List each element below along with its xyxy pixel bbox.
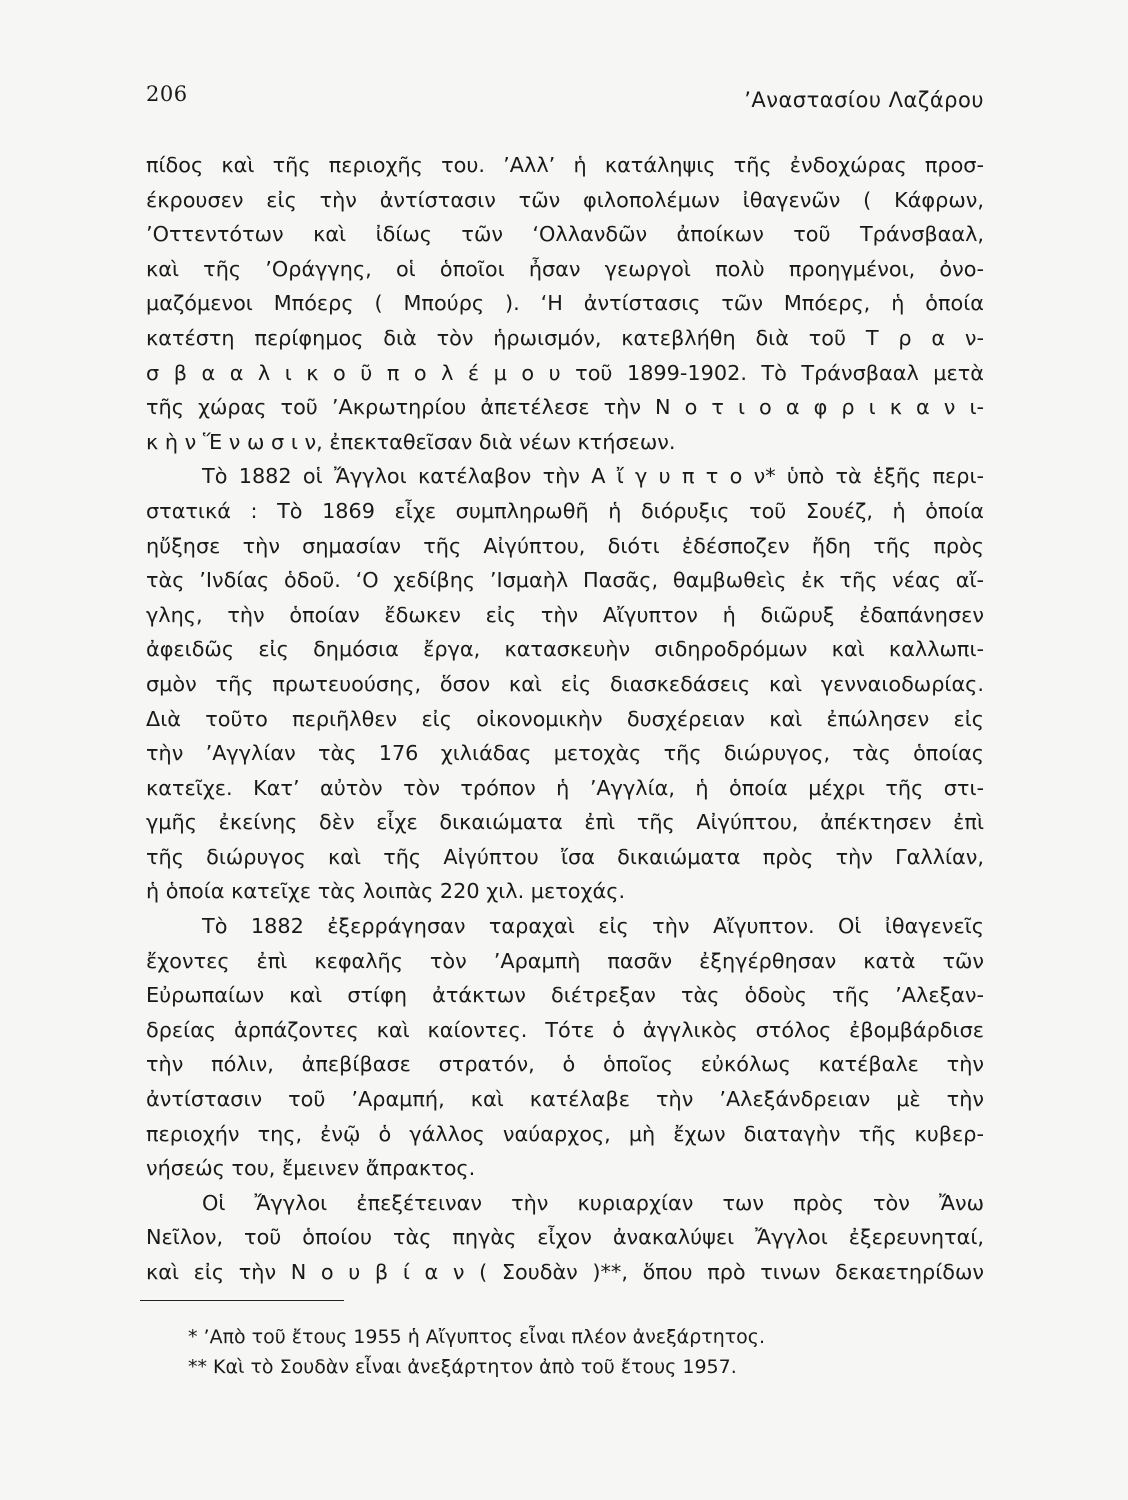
footnote: ** Καὶ τὸ Σουδὰν εἶναι ἀνεξάρτητον ἀπὸ τοῦ ἔτους 1957. <box>188 1356 737 1378</box>
body-text <box>146 148 984 1290</box>
text-line: τῆς χώρας τοῦ ’Ακρωτηρίου ἀπετέλεσε τὴν Ν ο τ ι ο α φ ρ ι κ α ν ι- <box>146 395 984 420</box>
text-line: στατικά : Τὸ 1869 εἶχε συμπληρωθῆ ἡ διόρυξις τοῦ Σουέζ, ἡ ὁποία <box>146 498 984 523</box>
text-line: κατεῖχε. Κατ’ αὐτὸν τὸν τρόπον ἡ ’Αγγλία, ἡ ὁποία μέχρι τῆς στι- <box>146 775 984 800</box>
text-line: κατέστη περίφημος διὰ τὸν ἡρωισμόν, κατεβλήθη διὰ τοῦ Τ ρ α ν- <box>146 325 984 350</box>
text-line: τὴν πόλιν, ἀπεβίβασε στρατόν, ὁ ὁποῖος εὐκόλως κατέβαλε τὴν <box>146 1052 984 1077</box>
text-line: ’Οττεντότων καὶ ἰδίως τῶν ‘Ολλανδῶν ἀποίκων τοῦ Τράνσβααλ, <box>146 222 984 247</box>
text-line: δρείας ἁρπάζοντες καὶ καίοντες. Τότε ὁ ἀγγλικὸς στόλος ἐβομβάρδισε <box>146 1017 984 1042</box>
text-line: Οἱ Ἄγγλοι ἐπεξέτειναν τὴν κυριαρχίαν των πρὸς τὸν Ἄνω <box>202 1190 984 1215</box>
footnote-divider <box>140 1300 344 1301</box>
text-line: Νεῖλον, τοῦ ὁποίου τὰς πηγὰς εἶχον ἀνακαλύψει Ἄγγλοι ἐξερευνηταί, <box>146 1225 984 1250</box>
footnotes <box>188 1322 948 1382</box>
text-line: νήσεώς του, ἔμεινεν ἄπρακτος. <box>146 1156 476 1181</box>
text-line: πίδος καὶ τῆς περιοχῆς του. ’Αλλ’ ἡ κατάληψις τῆς ἐνδοχώρας προσ- <box>146 153 984 177</box>
text-line: τὴν ’Αγγλίαν τὰς 176 χιλιάδας μετοχὰς τῆς διώρυγος, τὰς ὁποίας <box>146 741 984 766</box>
page-number: 206 <box>146 82 188 106</box>
footnote: * ’Απὸ τοῦ ἔτους 1955 ἡ Αἴγυπτος εἶναι πλέον ἀνεξάρτητος. <box>188 1326 765 1348</box>
text-line: γμῆς ἐκείνης δὲν εἶχε δικαιώματα ἐπὶ τῆς Αἰγύπτου, ἀπέκτησεν ἐπὶ <box>146 810 984 835</box>
text-line: Τὸ 1882 ἐξερράγησαν ταραχαὶ εἰς τὴν Αἴγυπτον. Οἱ ἰθαγενεῖς <box>202 914 984 939</box>
text-line: τῆς διώρυγος καὶ τῆς Αἰγύπτου ἴσα δικαιώματα πρὸς τὴν Γαλλίαν, <box>146 844 984 869</box>
text-line: ἀντίστασιν τοῦ ’Αραμπή, καὶ κατέλαβε τὴν ’Αλεξάνδρειαν μὲ τὴν <box>146 1087 984 1112</box>
text-line: Διὰ τοῦτο περιῆλθεν εἰς οἰκονομικὴν δυσχέρειαν καὶ ἐπώλησεν εἰς <box>146 706 984 731</box>
text-line: Εὐρωπαίων καὶ στίφη ἀτάκτων διέτρεξαν τὰς ὁδοὺς τῆς ’Αλεξαν- <box>146 983 984 1008</box>
text-line: ἡ ὁποία κατεῖχε τὰς λοιπὰς 220 χιλ. μετοχάς. <box>146 879 626 904</box>
text-line: κ ὴ ν Ἕ ν ω σ ι ν, ἐπεκταθεῖσαν διὰ νέων κτήσεων. <box>146 429 676 454</box>
text-line: περιοχήν της, ἐνῷ ὁ γάλλος ναύαρχος, μὴ ἔχων διαταγὴν τῆς κυβερ- <box>146 1121 984 1146</box>
text-line: σμὸν τῆς πρωτευούσης, ὅσον καὶ εἰς διασκεδάσεις καὶ γενναιοδωρίας. <box>146 671 984 696</box>
page-header <box>146 82 984 118</box>
text-line: σ β α α λ ι κ ο ῦ π ο λ έ μ ο υ τοῦ 1899-1902. Τὸ Τράνσβααλ μετὰ <box>146 360 984 385</box>
running-head: ’Αναστασίου Λαζάρου <box>744 88 984 112</box>
text-line: καὶ εἰς τὴν Ν ο υ β ί α ν ( Σουδὰν )**, ὅπου πρὸ τινων δεκαετηρίδων <box>146 1260 984 1284</box>
text-line: έκρουσεν εἰς τὴν ἀντίστασιν τῶν φιλοπολέμων ἰθαγενῶν ( Κάφρων, <box>146 187 984 212</box>
text-line: ἔχοντες ἐπὶ κεφαλῆς τὸν ’Αραμπὴ πασᾶν ἐξηγέρθησαν κατὰ τῶν <box>146 948 984 973</box>
text-line: τὰς ’Ινδίας ὁδοῦ. ‘Ο χεδίβης ’Ισμαὴλ Πασᾶς, θαμβωθεὶς ἐκ τῆς νέας αἴ- <box>146 568 984 593</box>
text-line: καὶ τῆς ’Οράγγης, οἱ ὁποῖοι ἦσαν γεωργοὶ πολὺ προηγμένοι, ὀνο- <box>146 256 984 281</box>
text-line: μαζόμενοι Μπόερς ( Μπούρς ). ‘Η ἀντίστασις τῶν Μπόερς, ἡ ὁποία <box>146 291 984 316</box>
text-line: Τὸ 1882 οἱ Ἄγγλοι κατέλαβον τὴν Α ἴ γ υ π τ ο ν* ὑπὸ τὰ ἑξῆς περι- <box>202 464 984 489</box>
text-line: ἀφειδῶς εἰς δημόσια ἔργα, κατασκευὴν σιδηροδρόμων καὶ καλλωπι- <box>146 637 984 662</box>
text-line: γλης, τὴν ὁποίαν ἔδωκεν εἰς τὴν Αἴγυπτον ἡ διῶρυξ ἐδαπάνησεν <box>146 602 984 627</box>
text-line: ηὔξησε τὴν σημασίαν τῆς Αἰγύπτου, διότι ἐδέσποζεν ἤδη τῆς πρὸς <box>146 533 984 558</box>
